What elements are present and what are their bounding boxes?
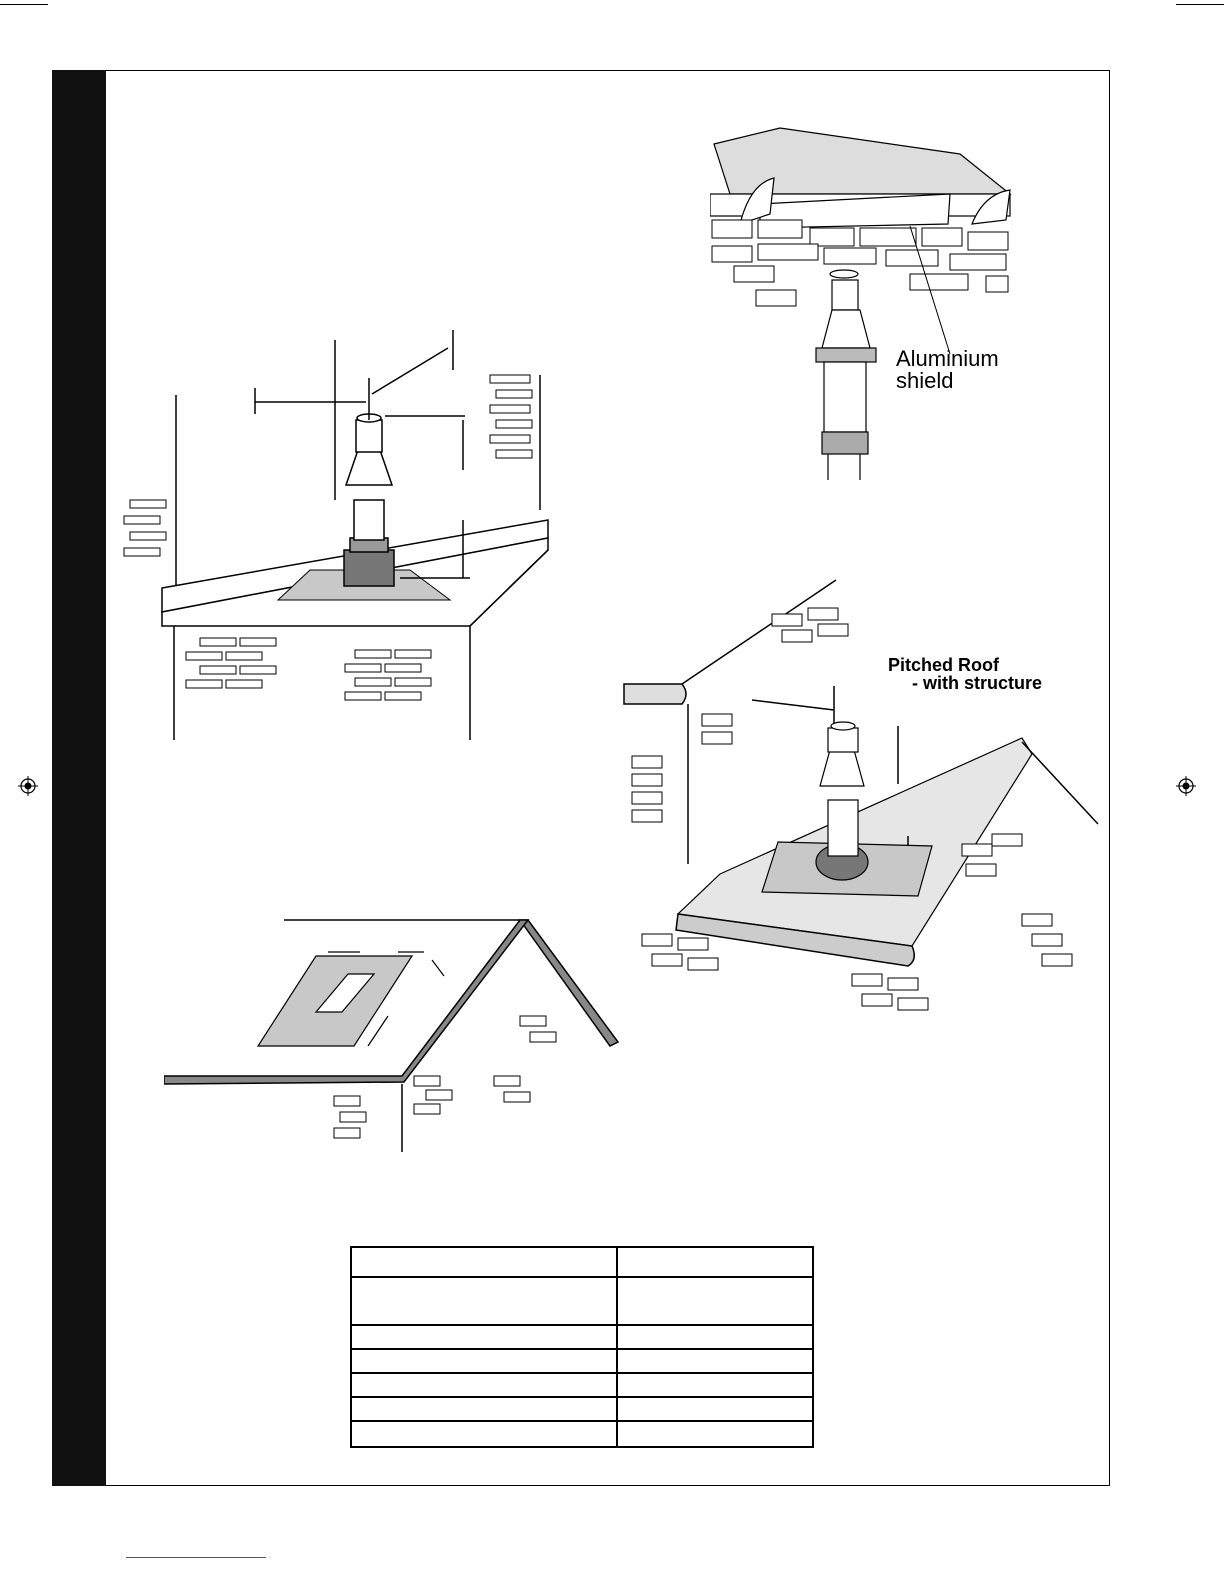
- table-cell: [351, 1421, 617, 1447]
- footer-link-underline: [126, 1557, 266, 1558]
- section-sidebar: [52, 70, 106, 1486]
- table-row: [351, 1373, 813, 1397]
- registration-mark-icon: [18, 776, 38, 796]
- table-row: [351, 1325, 813, 1349]
- table-cell: [351, 1397, 617, 1421]
- table-cell: [617, 1325, 813, 1349]
- pitched-roof-label: [888, 656, 1042, 692]
- table-cell: [617, 1397, 813, 1421]
- table-row: [351, 1349, 813, 1373]
- aluminium-shield-label: [896, 348, 999, 392]
- label-line: - with structure: [912, 673, 1043, 693]
- pitched-roof-diagram: [622, 574, 1102, 1044]
- table-cell: [617, 1277, 813, 1325]
- table-row: [351, 1247, 813, 1277]
- eaves-shield-diagram: [710, 124, 1020, 484]
- table-cell: [617, 1421, 813, 1447]
- crop-mark: [1176, 4, 1224, 5]
- label-line: shield: [896, 368, 954, 393]
- table-cell: [617, 1373, 813, 1397]
- spec-table: [350, 1246, 814, 1448]
- table-row: [351, 1277, 813, 1325]
- table-row: [351, 1421, 813, 1447]
- table-cell: [351, 1373, 617, 1397]
- pitched-roof-plate-diagram: [164, 916, 624, 1156]
- flat-roof-terminal-diagram: [110, 320, 610, 750]
- table-cell: [617, 1247, 813, 1277]
- crop-mark: [0, 4, 48, 5]
- table-cell: [351, 1349, 617, 1373]
- table-cell: [351, 1247, 617, 1277]
- table-cell: [617, 1349, 813, 1373]
- label-line: Pitched Roof: [888, 655, 999, 675]
- table-cell: [351, 1277, 617, 1325]
- registration-mark-icon: [1176, 776, 1196, 796]
- table-row: [351, 1397, 813, 1421]
- table-cell: [351, 1325, 617, 1349]
- label-line: Aluminium: [896, 346, 999, 371]
